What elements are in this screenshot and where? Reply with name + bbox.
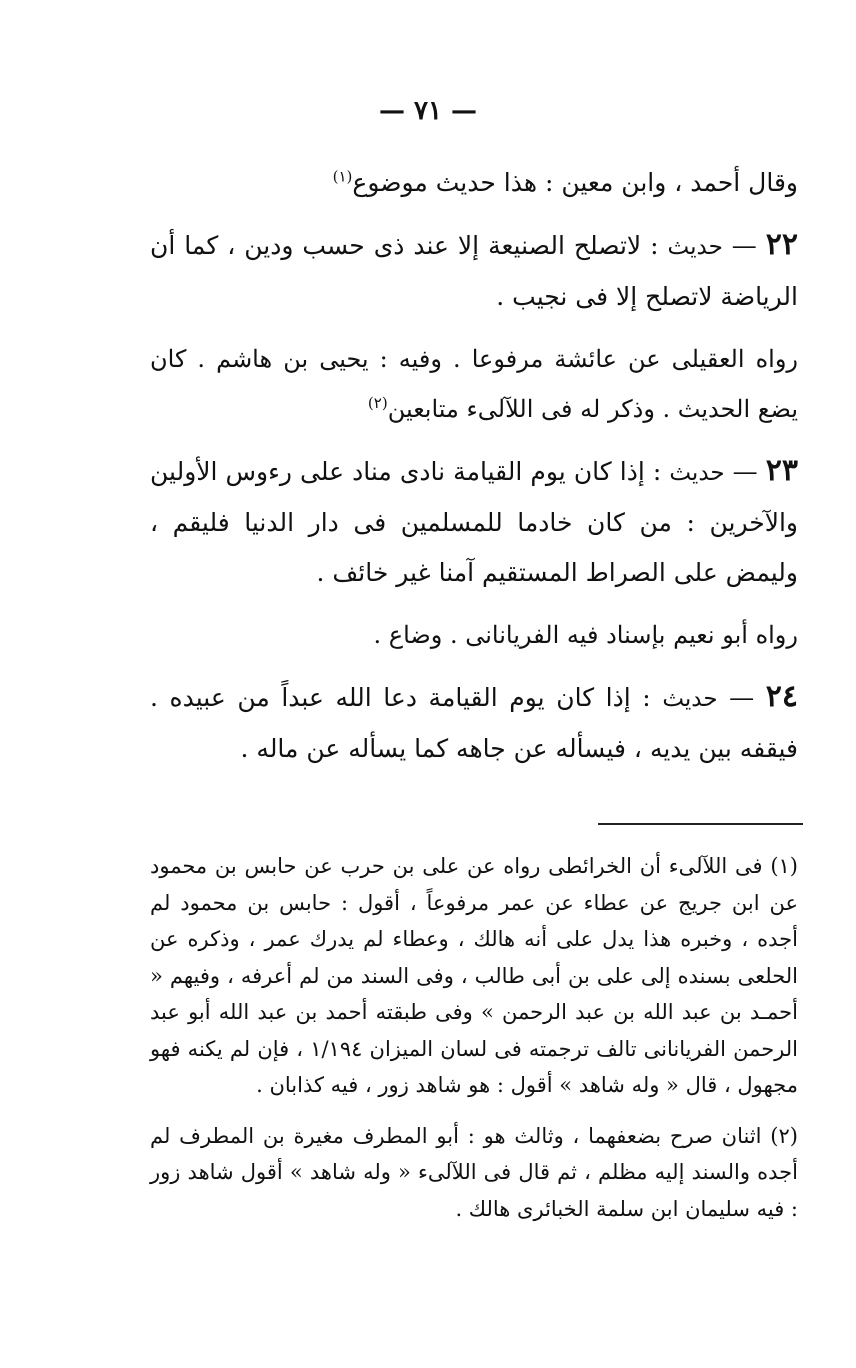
hadith-23-note xyxy=(150,610,798,660)
footnote-1: (١) فى اللآلىء أن الخرائطى رواه عن على بن حرب عن حابس بن محمود عن ابن جريج عن عطاء عن عمر مرفوعاً ، أقول : حابس بن محمود لم أجده ، وخبره هذا يدل على أنه هالك ، وعطاء لم يدرك عمر ، وذكره عن الحلعى بسنده إلى على بن أبى طالب ، وفى السند من لم أعرفه ، وفيهم « أحمـد بن عبد الله بن عبد الرحمن » وفى طبقته أحمد بن عبد الله أبو عبد الرحمن الفريانانى تالف ترجمته فى لسان الميزان ١/١٩٤ ، فإن لم يكنه فهو مجهول ، قال « وله شاهد » أقول : هو شاهد زور ، فيه كذابان . xyxy=(150,854,798,1097)
hadith-label: حديث xyxy=(662,686,718,712)
hadith-separator: — xyxy=(717,683,766,712)
footnotes xyxy=(150,848,798,1241)
hadith-number: ٢٤ xyxy=(765,679,798,714)
paragraph-text: وقال أحمد ، وابن معين : هذا حديث موضوع xyxy=(352,168,798,197)
hadith-number: ٢٣ xyxy=(765,453,798,488)
paragraph-text: رواه العقيلى عن عائشة مرفوعا . وفيه : يحيى بن هاشم . كان يضع الحديث . وذكر له فى اللآلىء متابعين xyxy=(150,345,798,423)
hadith-label: حديث xyxy=(667,234,723,260)
hadith-number: ٢٢ xyxy=(765,227,798,262)
footnote-divider xyxy=(598,823,803,825)
hadith-text: : إذا كان يوم القيامة نادى مناد على رءوس الأولين والآخرين : من كان خادما للمسلمين فى دار الدنيا فليقم ، وليمض على الصراط المستقيم آمنا غير خائف . xyxy=(150,457,798,587)
footnote-ref-2[interactable]: (٢) xyxy=(367,394,388,412)
hadith-label: حديث xyxy=(669,460,725,486)
hadith-text: : إذا كان يوم القيامة دعا الله عبداً من عبيده . فيقفه بين يديه ، فيسأله عن جاهه كما يسأله عن ماله . xyxy=(150,683,798,763)
hadith-22 xyxy=(150,220,798,322)
footnote-2: (٢) اثنان صرح بضعفهما ، وثالث هو : أبو المطرف مغيرة بن المطرف لم أجده والسند إليه مظلم ، ثم قال فى اللآلىء « وله شاهد » أقول شاهد زور : فيه سليمان ابن سلمة الخبائرى هالك . xyxy=(150,1123,798,1221)
paragraph-text: رواه أبو نعيم بإسناد فيه الفريانانى . وضاع . xyxy=(373,621,798,649)
hadith-22-note xyxy=(150,334,798,434)
main-text xyxy=(150,158,798,786)
hadith-text: : لاتصلح الصنيعة إلا عند ذى حسب ودين ، كما أن الرياضة لاتصلح إلا فى نجيب . xyxy=(150,231,798,311)
paragraph-1 xyxy=(150,158,798,208)
hadith-24 xyxy=(150,672,798,774)
hadith-separator: — xyxy=(722,231,766,260)
hadith-23 xyxy=(150,446,798,598)
hadith-separator: — xyxy=(724,457,766,486)
page-number: — ٧١ — xyxy=(378,96,478,126)
footnote-ref-1[interactable]: (١) xyxy=(332,167,353,186)
